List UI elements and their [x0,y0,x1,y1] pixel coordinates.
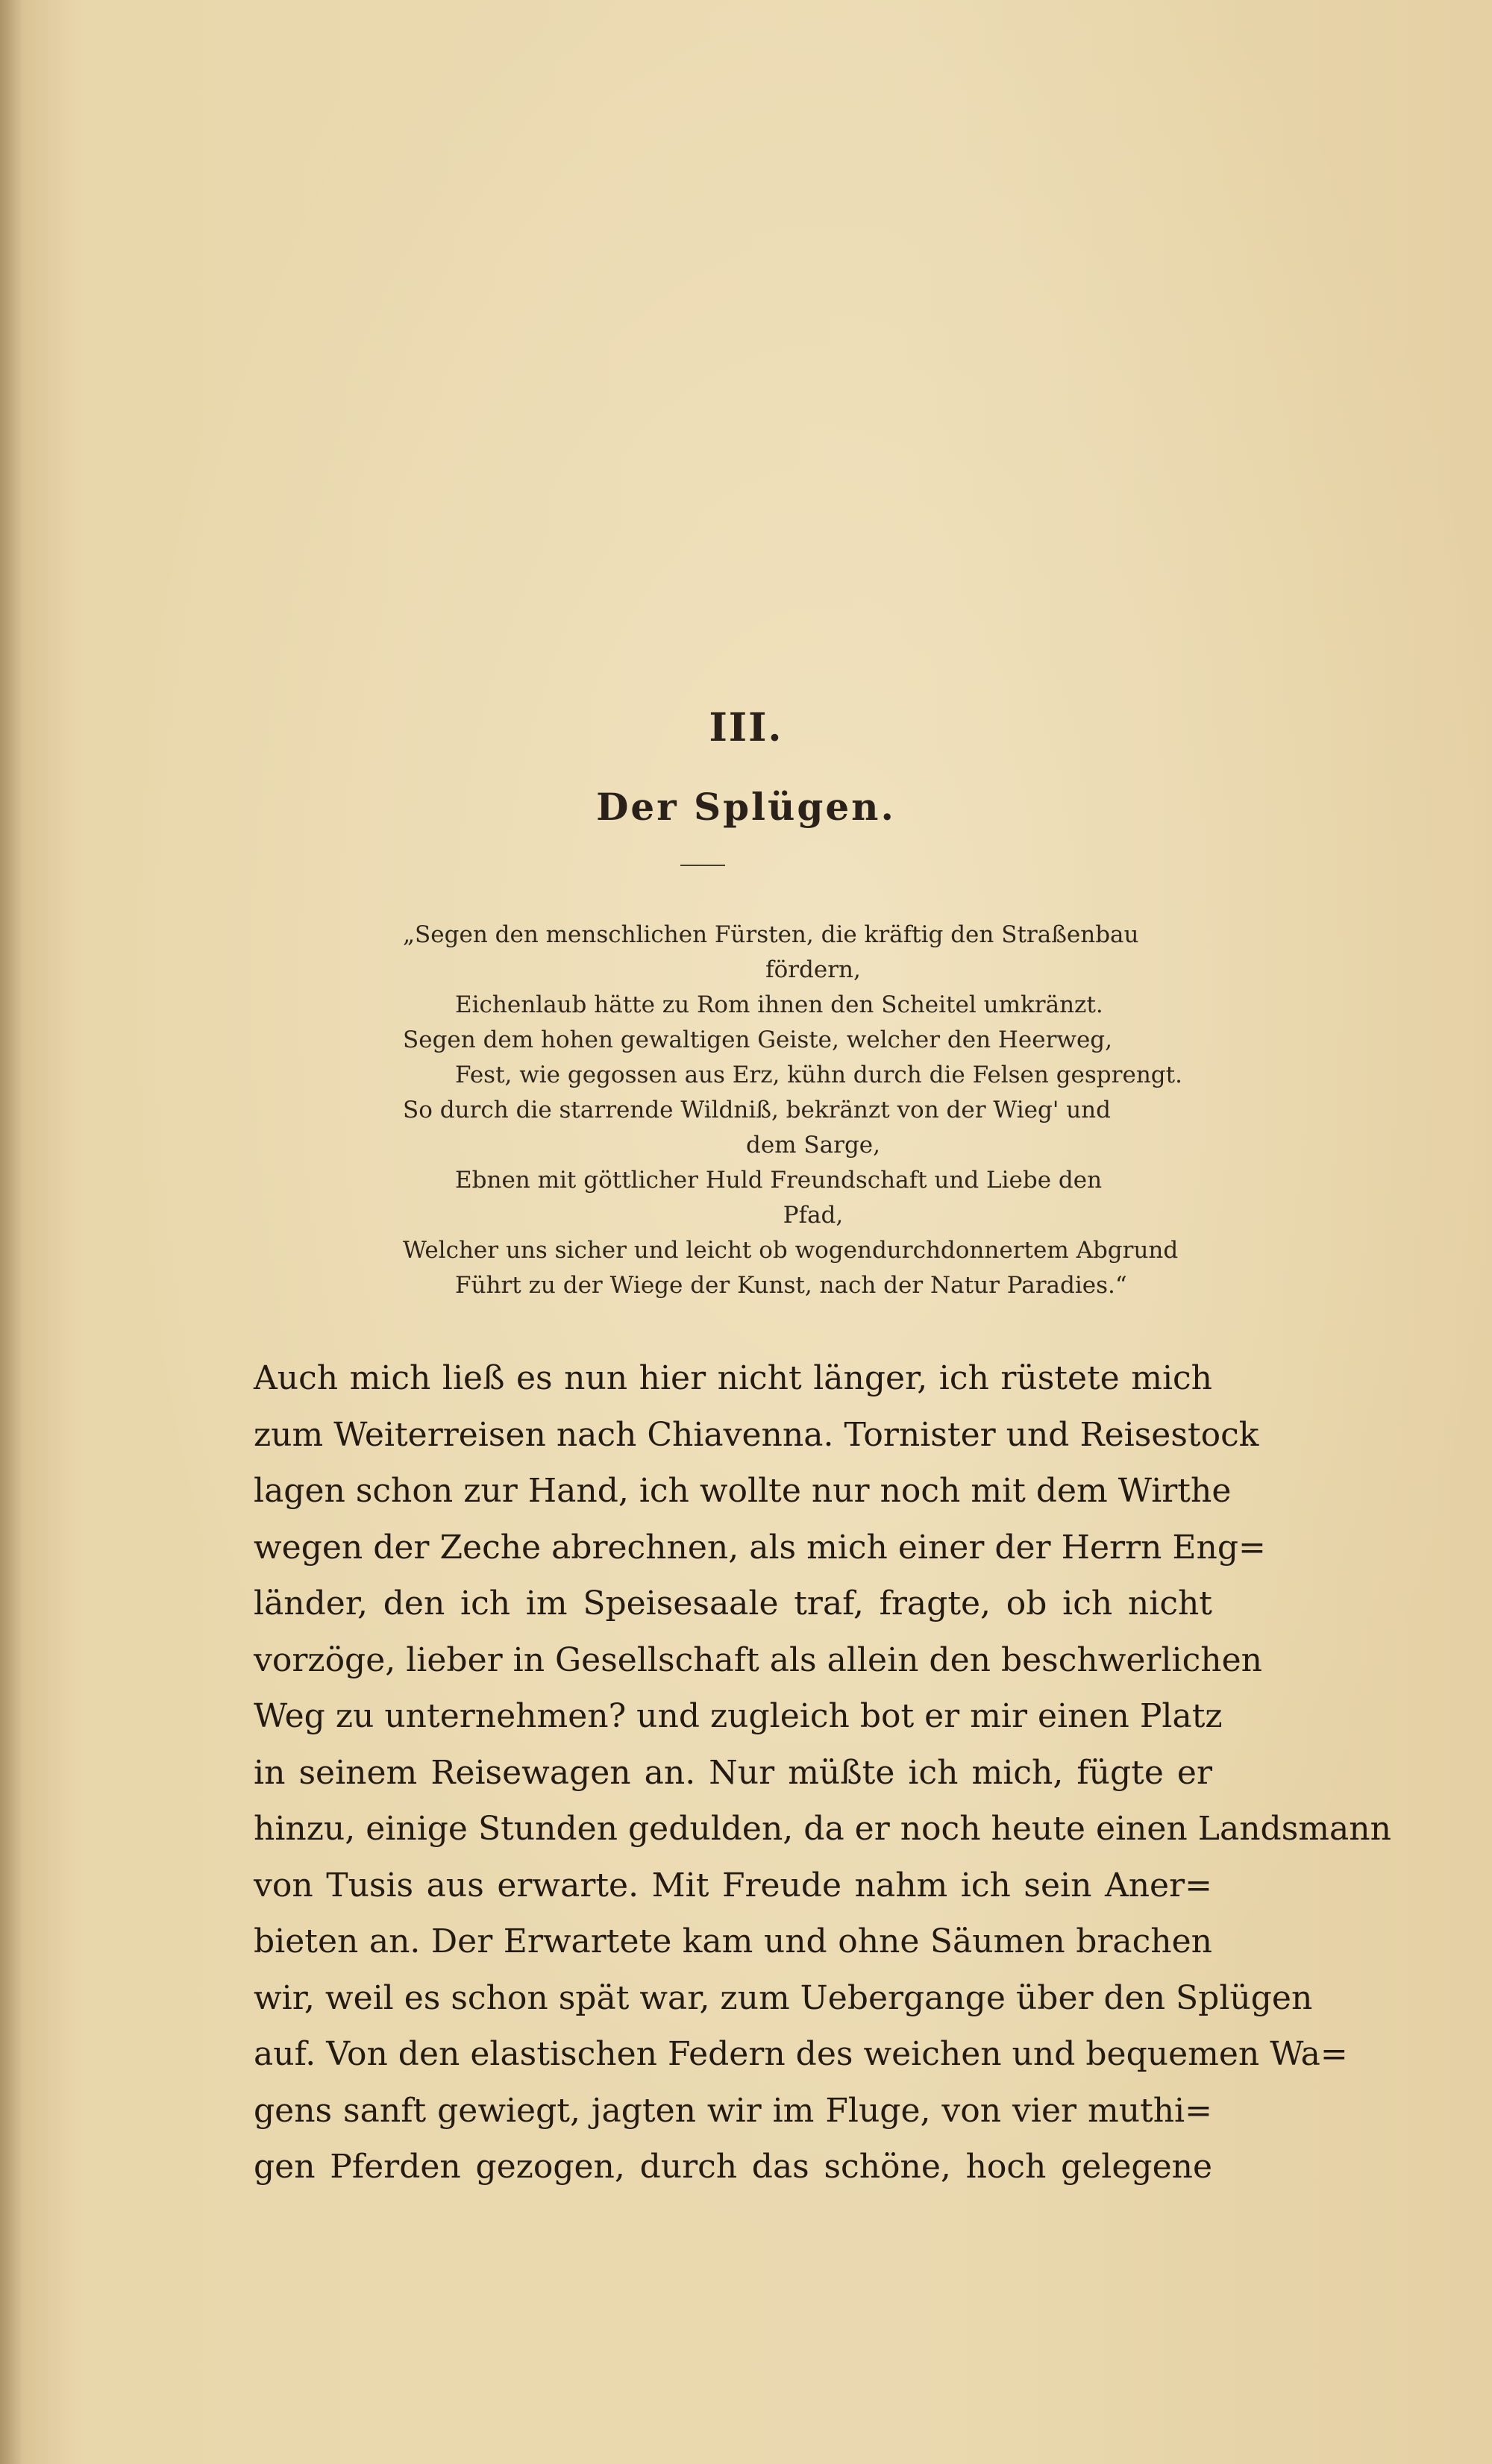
chapter-title: Der Splügen. [596,785,896,829]
body-line: Auch mich ließ es nun hier nicht länger, ich rüstete mich [254,1359,1212,1397]
body-line: wegen der Zeche abrechnen, als mich einer der Herrn Eng= [254,1528,1266,1567]
body-line: wir, weil es schon spät war, zum Uebergange über den Splügen [254,1978,1313,2017]
title-divider [680,865,725,866]
epigraph-line: fördern, [765,956,861,983]
epigraph-line: Fest, wie gegossen aus Erz, kühn durch die Felsen gesprengt. [455,1062,1182,1088]
body-line: bieten an. Der Erwartete kam und ohne Säumen brachen [254,1922,1212,1960]
epigraph-line: Führt zu der Wiege der Kunst, nach der Natur Paradies.“ [455,1272,1127,1299]
epigraph-line: „Segen den menschlichen Fürsten, die kräftig den Straßenbau [403,921,1139,948]
epigraph-line: dem Sarge, [745,1132,881,1159]
body-line: gens sanft gewiegt, jagten wir im Fluge, von vier muthi= [254,2091,1212,2130]
epigraph [403,918,1223,1303]
body-text [254,1350,1391,2195]
epigraph-line: Pfad, [783,1202,844,1229]
epigraph-line: Welcher uns sicher und leicht ob wogendurchdonnertem Abgrund [403,1237,1179,1264]
binding-shadow [0,0,22,2464]
body-line: zum Weiterreisen nach Chiavenna. Tornister und Reisestock [254,1415,1259,1454]
epigraph-line: Segen dem hohen gewaltigen Geiste, welcher den Heerweg, [403,1026,1113,1053]
body-line: vorzöge, lieber in Gesellschaft als allein den beschwerlichen [254,1640,1262,1679]
body-line: in seinem Reisewagen an. Nur müßte ich mich, fügte er [254,1753,1212,1792]
body-line: auf. Von den elastischen Federn des weichen und bequemen Wa= [254,2035,1348,2073]
epigraph-line: Eichenlaub hätte zu Rom ihnen den Scheitel umkränzt. [455,991,1103,1018]
chapter-number: III. [709,705,783,750]
body-line: hinzu, einige Stunden gedulden, da er noch heute einen Landsmann [254,1810,1391,1848]
body-line: lagen schon zur Hand, ich wollte nur noch mit dem Wirthe [254,1472,1232,1510]
epigraph-line: Ebnen mit göttlicher Huld Freundschaft und Liebe den [455,1167,1103,1194]
body-line: Weg zu unternehmen? und zugleich bot er mir einen Platz [254,1697,1223,1735]
epigraph-line: So durch die starrende Wildniß, bekränzt von der Wieg' und [403,1097,1111,1123]
body-line: von Tusis aus erwarte. Mit Freude nahm ich sein Aner= [254,1866,1212,1905]
body-line: gen Pferden gezogen, durch das schöne, hoch gelegene [254,2148,1212,2186]
body-line: länder, den ich im Speisesaale traf, fragte, ob ich nicht [254,1584,1212,1623]
